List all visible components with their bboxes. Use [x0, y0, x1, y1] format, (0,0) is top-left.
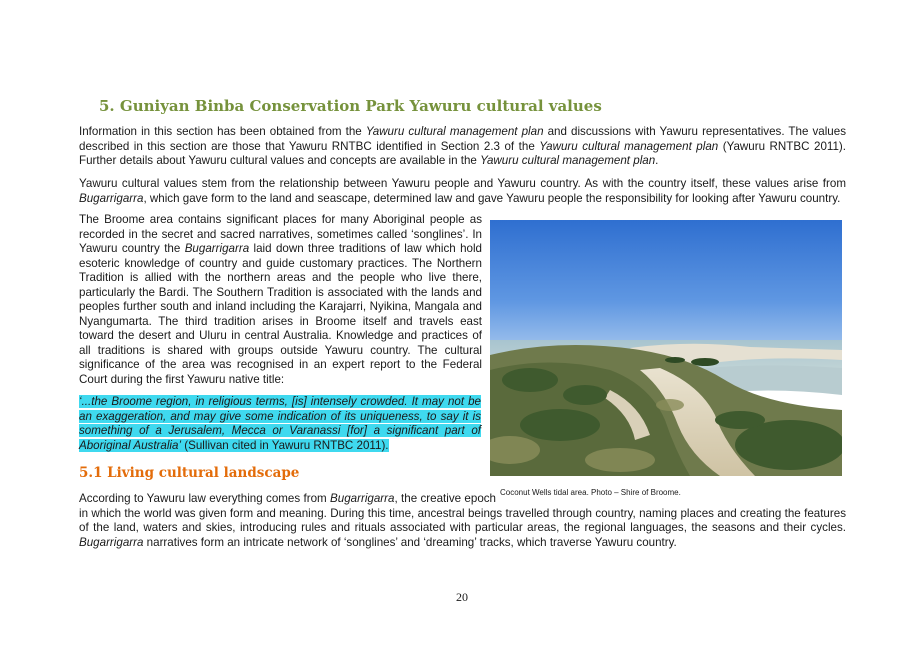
- italic-run: Bugarrigarra: [79, 191, 144, 205]
- italic-run: Yawuru cultural management plan: [539, 139, 719, 153]
- paragraph-broome-area: The Broome area contains significant places for many Aboriginal people as recorded in the secret and sacred narratives, sometimes called ‘songlines’. In Yawuru country the Bugarrigarra laid down three traditions of law which hold esoteric knowledge of country and guide customary practices. The Northern Tradition is allied with the northern areas and the people who live there, particularly the Bardi. The Southern Tradition is associated with the lands and peoples further south and inland including the Karajarri, Nyikina, Mangala and Nyangumarta. The third tradition arises in Broome itself and travels east toward the desert and Uluru in central Australia. Knowledge and practices of all traditions is shared with groups outside Yawuru country. The cultural significance of the area was recognised in an expert report to the Federal Court during the first Yawuru native title:: [79, 213, 482, 386]
- paragraph-intro: Information in this section has been obtained from the Yawuru cultural management plan and discussions with Yawuru representatives. The values described in this section are those that Yawuru RNTBC identified in Section 2.3 of the Yawuru cultural management plan (Yawuru RNTBC 2011). Further details about Yawuru cultural values and concepts are available in the Yawuru cultural management plan.: [79, 125, 847, 167]
- coconut-wells-photo: [490, 220, 842, 476]
- quote-highlight: ‘...the Broome region, in religious terms, [is] intensely crowded. It may not be an exaggeration, and may give some indication of its uniqueness, to say it is something of a Jerusalem, Mecca or Varanassi [for] a significant part of Aboriginal Australia’ (Sullivan cited in Yawuru RNTBC 2011).: [79, 395, 481, 452]
- italic-run: ‘...the Broome region, in religious terms, [is] intensely crowded. It may not be an exaggeration, and may give some indication of its uniqueness, to say it is something of a Jerusalem, Mecca or Varanassi [for] a significant part of Aboriginal Australia’: [79, 395, 481, 452]
- paragraph-living-landscape: According to Yawuru law everything comes from Bugarrigarra, the creative epoch in which the world was given form and meaning. During this time, ancestral beings travelled through country, naming places and creating the features of the land, waters and skies, introducing rules and rituals associated with particular areas, the regional languages, the seasons and their cycles. Bugarrigarra narratives form an intricate network of ‘songlines’ and ‘dreaming’ tracks, which traverse Yawuru country.: [79, 492, 846, 549]
- section-heading: 5. Guniyan Binba Conservation Park Yawuru cultural values: [99, 97, 602, 115]
- italic-run: Yawuru cultural management plan: [365, 125, 544, 138]
- caption-wrap-spacer: [496, 492, 846, 506]
- subsection-heading: 5.1 Living cultural landscape: [79, 465, 300, 481]
- italic-run: Bugarrigarra: [330, 492, 395, 505]
- paragraph-cultural-values: Yawuru cultural values stem from the relationship between Yawuru people and Yawuru country. As with the country itself, these values arise from Bugarrigarra, which gave form to the land and seascape, determined law and gave Yawuru people the responsibility for looking after Yawuru country.: [79, 177, 846, 205]
- highlighted-quote: [79, 395, 481, 453]
- page-number: 20: [456, 590, 468, 604]
- italic-run: Bugarrigarra: [184, 242, 250, 255]
- italic-run: Yawuru cultural management plan: [480, 154, 656, 167]
- italic-run: Bugarrigarra: [79, 535, 144, 549]
- photo-caption: Coconut Wells tidal area. Photo – Shire of Broome.: [500, 488, 681, 497]
- landscape-photo-illustration: [490, 220, 842, 476]
